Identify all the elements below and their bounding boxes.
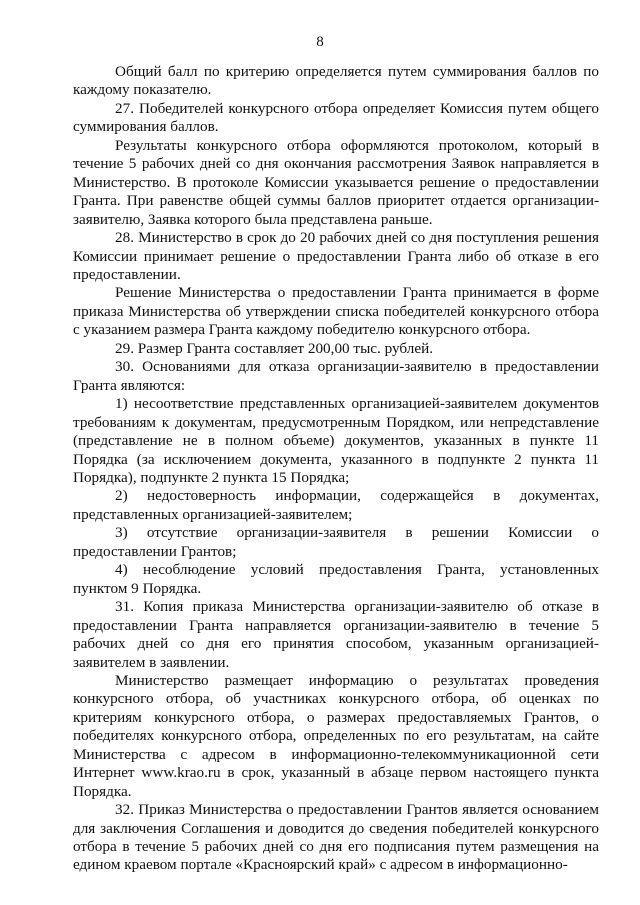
list-item-refusal-3: 3) отсутствие организации-заявителя в решении Комиссии о предоставлении Грантов; [73,524,599,560]
paragraph-32-agreement: 32. Приказ Министерства о предоставлении Грантов является основанием для заключения Соглашения и доводится до сведения победителей конкурсного отбора в течение 5 рабочих дней со дня его подписания путем размещения на едином краевом портале «Красноярский край» с адресом в информационно- [73,801,599,874]
paragraph-results-publication: Министерство размещает информацию о результатах проведения конкурсного отбора, об участниках конкурсного отбора, об оценках по критериям конкурсного отбора, о размерах предоставляемых Грантов, о победителях конкурсного отбора, определенных по его результатам, на сайте Министерства с адресом в информационно-телекоммуникационной сети Интернет www.krao.ru в срок, указанный в абзаце первом настоящего пункта Порядка. [73,671,599,800]
paragraph-29-grant-size: 29. Размер Гранта составляет 200,00 тыс. рублей. [115,339,433,357]
list-item-refusal-2: 2) недостоверность информации, содержащейся в документах, представленных организацией-заявителем; [73,487,599,523]
paragraph-31-refusal-copy: 31. Копия приказа Министерства организации-заявителю об отказе в предоставлении Гранта направляется организации-заявителю в течение 5 рабочих дней со дня его принятия способом, указанным организацией-заявителем в заявлении. [73,598,599,671]
paragraph-28-decision: 28. Министерство в срок до 20 рабочих дней со дня поступления решения Комиссии принимает решение о предоставлении Гранта либо об отказе в его предоставлении. [73,229,599,283]
list-item-refusal-1: 1) несоответствие представленных организацией-заявителем документов требованиям к документам, предусмотренным Порядком, или непредставление (представление не в полном объеме) документов, указанных в пункте 11 Порядка (за исключением документа, указанного в подпункте 2 пункта 11 Порядка), подпункте 2 пункта 15 Порядка; [73,395,599,486]
list-item-refusal-4: 4) несоблюдение условий предоставления Гранта, установленных пунктом 9 Порядка. [73,561,599,597]
paragraph-decision-order: Решение Министерства о предоставлении Гранта принимается в форме приказа Министерства об утверждении списка победителей конкурсного отбора с указанием размера Гранта каждому победителю конкурсного отбора. [73,284,599,339]
paragraph-results-protocol: Результаты конкурсного отбора оформляются протоколом, который в течение 5 рабочих дней со дня окончания рассмотрения Заявок направляется в Министерство. В протоколе Комиссии указывается решение о предоставлении Гранта. При равенстве общей суммы баллов приоритет отдается организации-заявителю, Заявка которого была представлена раньше. [73,136,599,228]
paragraph-30-refusal-grounds: 30. Основаниями для отказа организации-заявителю в предоставлении Гранта являются: [73,358,599,394]
paragraph-27-winners: 27. Победителей конкурсного отбора определяет Комиссия путем общего суммирования баллов. [73,99,599,136]
document-body [73,63,599,875]
paragraph-total-score: Общий балл по критерию определяется путем суммирования баллов по каждому показателю. [73,63,599,99]
page-number: 8 [316,34,324,50]
